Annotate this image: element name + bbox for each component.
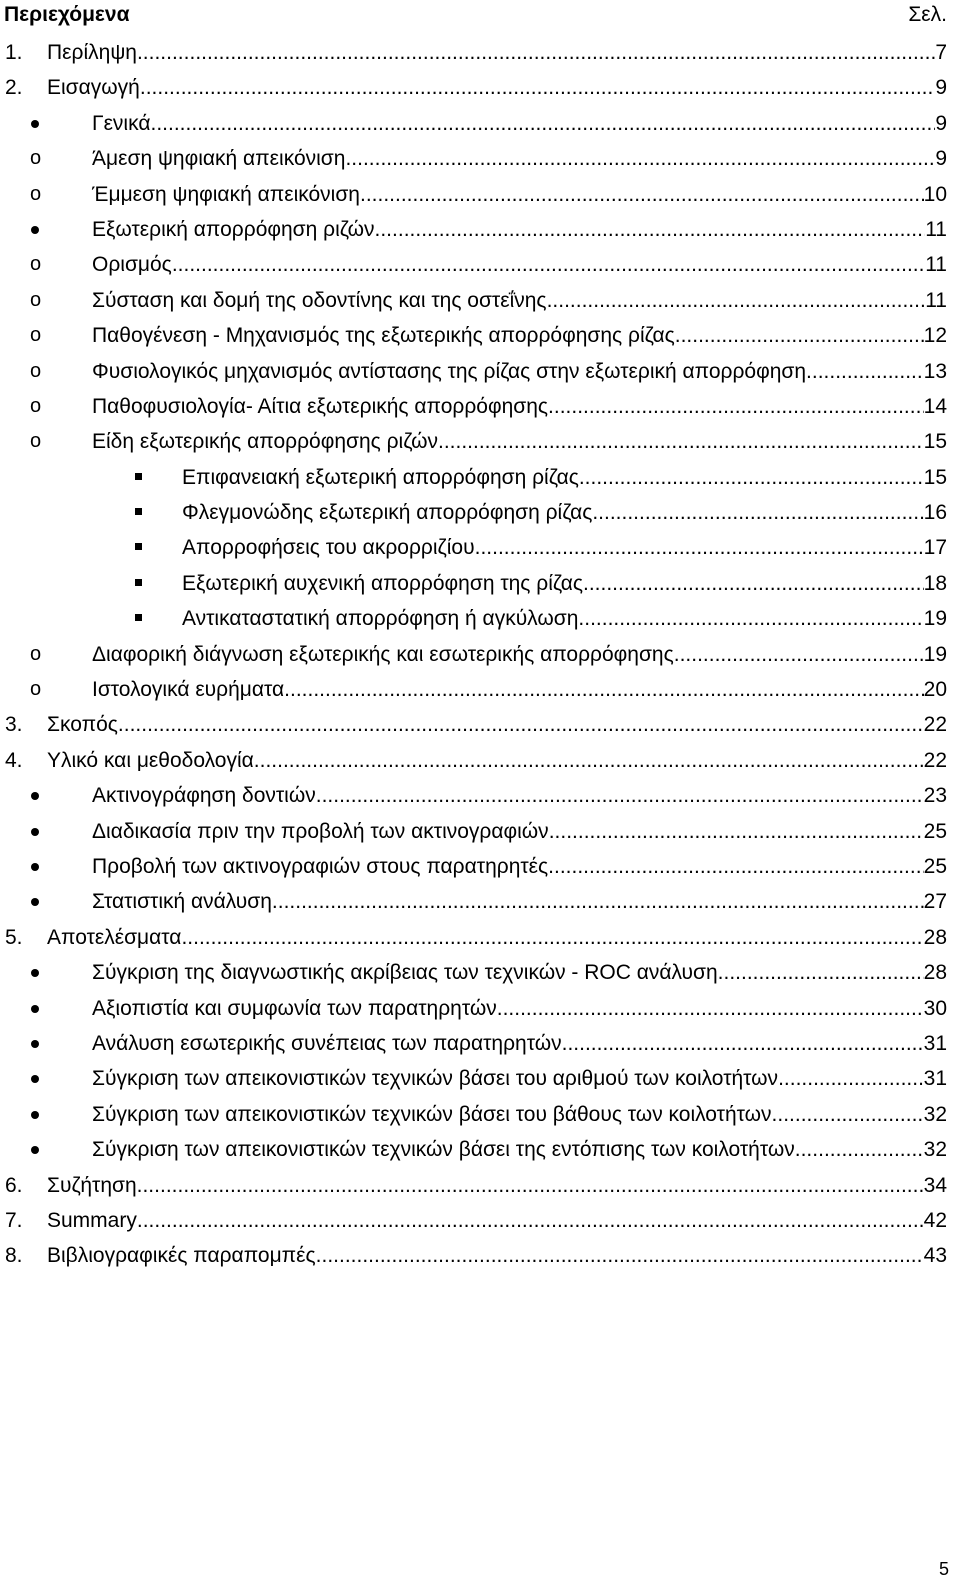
- toc-entry-page: 16: [923, 501, 947, 525]
- toc-entry-page: 12: [923, 324, 947, 348]
- toc-entry-line: [92, 778, 947, 813]
- toc-entry[interactable]: [0, 637, 960, 672]
- toc-entry-label: Στατιστική ανάλυση: [92, 890, 272, 914]
- toc-entry-page: 15: [923, 465, 947, 489]
- dot-leader: [562, 1026, 924, 1061]
- dot-leader: [284, 672, 923, 707]
- toc-entry-line: [92, 1132, 947, 1167]
- toc-entry-line: [92, 1097, 947, 1132]
- toc-entry-page: 22: [923, 748, 947, 772]
- toc-entry[interactable]: [0, 707, 960, 742]
- toc-entry-label: Ανάλυση εσωτερικής συνέπειας των παρατηρητών: [92, 1031, 562, 1055]
- dot-leader: [375, 212, 926, 247]
- toc-entry-label: Φλεγμονώδης εξωτερική απορρόφηση ρίζας: [182, 501, 593, 525]
- toc-entry-page: 25: [923, 819, 947, 843]
- toc-list: [0, 35, 960, 1274]
- toc-entry-page: 27: [923, 890, 947, 914]
- toc-entry-label: Αξιοπιστία και συμφωνία των παρατηρητών: [92, 996, 497, 1020]
- toc-entry[interactable]: [0, 530, 960, 565]
- toc-entry-line: [92, 212, 947, 247]
- toc-entry-label: Περίληψη: [47, 41, 137, 64]
- dot-leader: [674, 637, 924, 672]
- toc-entry[interactable]: [0, 424, 960, 459]
- toc-entry[interactable]: [0, 814, 960, 849]
- toc-entry-line: [92, 991, 947, 1026]
- toc-entry-label: Βιβλιογραφικές παραπομπές: [47, 1244, 316, 1268]
- toc-entry-page: 22: [923, 713, 947, 737]
- toc-entry-line: [92, 247, 947, 282]
- toc-entry-line: [182, 566, 947, 601]
- toc-entry[interactable]: [0, 1097, 960, 1132]
- section-number: 8.: [5, 1244, 23, 1268]
- toc-entry[interactable]: [0, 460, 960, 495]
- toc-entry-label: Έμμεση ψηφιακή απεικόνιση: [92, 182, 360, 206]
- toc-entry-page: 15: [923, 430, 947, 454]
- toc-entry-line: [47, 707, 947, 742]
- dot-leader: [549, 814, 924, 849]
- toc-entry-line: [92, 1061, 947, 1096]
- toc-entry-label: Επιφανειακή εξωτερική απορρόφηση ρίζας: [182, 465, 579, 489]
- toc-entry-label: Εξωτερική απορρόφηση ριζών: [92, 217, 375, 241]
- toc-entry[interactable]: [0, 212, 960, 247]
- toc-entry-page: 32: [923, 1102, 947, 1126]
- toc-entry-line: [47, 1168, 947, 1203]
- toc-entry-label: Αποτελέσματα: [47, 925, 182, 949]
- toc-entry-label: Διαφορική διάγνωση εξωτερικής και εσωτερικής απορρόφησης: [92, 642, 674, 666]
- section-number: 2.: [5, 76, 23, 100]
- toc-entry-label: Εξωτερική αυχενική απορρόφηση της ρίζας: [182, 571, 583, 595]
- toc-entry-page: 30: [923, 996, 947, 1020]
- toc-entry-page: 28: [923, 925, 947, 949]
- toc-entry-line: [92, 106, 947, 141]
- toc-entry-label: Ιστολογικά ευρήματα: [92, 678, 285, 702]
- toc-entry[interactable]: [0, 1061, 960, 1096]
- toc-entry-label: Φυσιολογικός μηχανισμός αντίστασης της ρίζας στην εξωτερική απορρόφηση.: [92, 359, 812, 383]
- toc-entry-line: [92, 814, 947, 849]
- circle-bullet-icon: o: [30, 359, 42, 382]
- dot-leader: [140, 70, 935, 105]
- circle-bullet-icon: o: [30, 430, 42, 453]
- toc-title: Περιεχόμενα: [4, 3, 130, 26]
- circle-bullet-icon: o: [30, 678, 42, 701]
- dot-leader: [272, 884, 924, 919]
- dot-leader: [547, 283, 926, 318]
- toc-entry[interactable]: [0, 566, 960, 601]
- toc-entry-page: 9: [935, 76, 947, 100]
- toc-entry-line: [92, 354, 947, 389]
- toc-entry[interactable]: [0, 955, 960, 990]
- toc-entry-line: [47, 920, 947, 955]
- toc-entry-page: 25: [923, 854, 947, 878]
- toc-entry-label: Γενικά: [92, 111, 151, 135]
- toc-entry-page: 11: [925, 253, 947, 277]
- toc-entry-line: [182, 601, 947, 636]
- toc-entry-line: [47, 743, 947, 778]
- toc-entry-line: [92, 672, 947, 707]
- toc-entry[interactable]: [0, 1203, 960, 1238]
- toc-entry-label: Σύγκριση των απεικονιστικών τεχνικών βάσει του αριθμού των κοιλοτήτων: [92, 1067, 779, 1091]
- toc-entry-line: [92, 849, 947, 884]
- toc-entry[interactable]: [0, 389, 960, 424]
- toc-entry-line: [92, 955, 947, 990]
- toc-entry-page: 9: [935, 147, 947, 171]
- toc-entry[interactable]: [0, 354, 960, 389]
- dot-leader: [345, 141, 935, 176]
- toc-entry-label: Απορροφήσεις του ακρορριζίου: [182, 536, 475, 560]
- dot-leader: [812, 354, 924, 389]
- toc-entry-label: Αντικαταστατική απορρόφηση ή αγκύλωση: [182, 607, 579, 631]
- toc-entry[interactable]: [0, 1132, 960, 1167]
- section-number: 3.: [5, 713, 23, 737]
- toc-entry-page: 14: [923, 394, 947, 418]
- section-number: 1.: [5, 41, 23, 64]
- toc-entry-page: 19: [923, 607, 947, 631]
- toc-entry-label: Συζήτηση: [47, 1173, 137, 1197]
- toc-entry[interactable]: [0, 106, 960, 141]
- toc-entry-label: Ακτινογράφηση δοντιών: [92, 784, 316, 808]
- toc-entry-line: [92, 389, 947, 424]
- toc-entry-label: Παθοφυσιολογία- Αίτια εξωτερικής απορρόφησης: [92, 394, 549, 418]
- toc-entry-label: Διαδικασία πριν την προβολή των ακτινογραφιών: [92, 819, 549, 843]
- dot-leader: [150, 106, 935, 141]
- toc-entry[interactable]: [0, 35, 960, 70]
- dot-leader: [497, 991, 924, 1026]
- toc-entry[interactable]: [0, 849, 960, 884]
- toc-entry-line: [92, 283, 947, 318]
- toc-entry[interactable]: [0, 743, 960, 778]
- toc-entry-page: 7: [935, 41, 947, 64]
- toc-entry-page: 34: [923, 1173, 947, 1197]
- toc-entry[interactable]: [0, 141, 960, 176]
- toc-entry-label: Σύσταση και δομή της οδοντίνης και της οστεΐνης: [92, 288, 547, 312]
- toc-entry-page: 11: [925, 288, 947, 312]
- toc-entry-page: 43: [923, 1244, 947, 1268]
- toc-entry[interactable]: [0, 318, 960, 353]
- toc-entry[interactable]: [0, 884, 960, 919]
- toc-entry-line: [92, 1026, 947, 1061]
- dot-leader: [254, 743, 924, 778]
- section-number: 6.: [5, 1173, 23, 1197]
- toc-entry-page: 20: [923, 678, 947, 702]
- toc-entry[interactable]: [0, 247, 960, 282]
- dot-leader: [137, 1203, 924, 1238]
- toc-entry-label: Σκοπός: [47, 713, 118, 737]
- toc-entry-page: 31: [923, 1067, 947, 1091]
- toc-entry[interactable]: [0, 1238, 960, 1273]
- toc-entry-label: Είδη εξωτερικής απορρόφησης ριζών: [92, 430, 438, 454]
- section-number: 4.: [5, 748, 23, 772]
- dot-leader: [137, 1168, 924, 1203]
- dot-leader: [579, 460, 924, 495]
- toc-entry-label: Σύγκριση των απεικονιστικών τεχνικών βάσει του βάθους των κοιλοτήτων: [92, 1102, 772, 1126]
- dot-leader: [316, 1238, 924, 1273]
- dot-leader: [137, 35, 935, 70]
- toc-entry[interactable]: [0, 283, 960, 318]
- dot-leader: [475, 530, 924, 565]
- toc-entry-label: Παθογένεση - Μηχανισμός της εξωτερικής απορρόφησης ρίζας: [92, 324, 675, 348]
- toc-entry-page: 9: [935, 111, 947, 135]
- circle-bullet-icon: o: [30, 324, 42, 347]
- dot-leader: [795, 1132, 924, 1167]
- circle-bullet-icon: o: [30, 147, 42, 170]
- toc-entry[interactable]: [0, 1168, 960, 1203]
- toc-entry-page: 17: [923, 536, 947, 560]
- toc-entry-line: [92, 424, 947, 459]
- section-number: 5.: [5, 925, 23, 949]
- toc-entry-page: 19: [923, 642, 947, 666]
- dot-leader: [675, 318, 924, 353]
- toc-entry-line: [182, 530, 947, 565]
- toc-entry-label: Σύγκριση των απεικονιστικών τεχνικών βάσει της εντόπισης των κοιλοτήτων: [92, 1138, 795, 1162]
- toc-entry-line: [182, 495, 947, 530]
- circle-bullet-icon: o: [30, 394, 42, 417]
- toc-entry-line: [47, 1203, 947, 1238]
- dot-leader: [548, 389, 924, 424]
- toc-entry-line: [47, 35, 947, 70]
- toc-entry-line: [92, 637, 947, 672]
- dot-leader: [181, 920, 923, 955]
- toc-entry-line: [92, 884, 947, 919]
- dot-leader: [438, 424, 924, 459]
- toc-entry-label: Εισαγωγή: [47, 76, 140, 100]
- toc-entry[interactable]: [0, 778, 960, 813]
- toc-entry-page: 23: [923, 784, 947, 808]
- toc-entry-page: 13: [923, 359, 947, 383]
- toc-entry[interactable]: [0, 177, 960, 212]
- toc-entry-label: Ορισμός: [92, 253, 172, 277]
- toc-entry-line: [92, 141, 947, 176]
- toc-entry-label: Άμεση ψηφιακή απεικόνιση: [92, 147, 346, 171]
- dot-leader: [578, 601, 923, 636]
- toc-entry-line: [47, 70, 947, 105]
- toc-entry[interactable]: [0, 495, 960, 530]
- page-number: 5: [938, 1559, 949, 1579]
- toc-entry-line: [47, 1238, 947, 1273]
- dot-leader: [772, 1097, 924, 1132]
- toc-entry[interactable]: [0, 920, 960, 955]
- toc-entry-label: Σύγκριση της διαγνωστικής ακρίβειας των τεχνικών - ROC ανάλυση: [92, 961, 718, 985]
- dot-leader: [316, 778, 924, 813]
- dot-leader: [592, 495, 923, 530]
- toc-entry-page: 11: [925, 217, 947, 241]
- circle-bullet-icon: o: [30, 253, 42, 276]
- circle-bullet-icon: o: [30, 642, 42, 665]
- toc-entry-page: 18: [923, 571, 947, 595]
- section-number: 7.: [5, 1208, 23, 1232]
- toc-entry[interactable]: [0, 672, 960, 707]
- toc-entry-line: [182, 460, 947, 495]
- circle-bullet-icon: o: [30, 182, 42, 205]
- toc-entry-label: Summary: [47, 1208, 137, 1232]
- toc-entry[interactable]: [0, 1026, 960, 1061]
- toc-entry-line: [92, 318, 947, 353]
- toc-entry-page: 10: [923, 182, 947, 206]
- toc-header: [4, 0, 947, 30]
- dot-leader: [360, 177, 924, 212]
- dot-leader: [718, 955, 924, 990]
- circle-bullet-icon: o: [30, 288, 42, 311]
- toc-entry-page: 32: [923, 1138, 947, 1162]
- toc-entry[interactable]: [0, 991, 960, 1026]
- page-column-label: Σελ.: [908, 3, 947, 26]
- toc-entry-page: 31: [923, 1031, 947, 1055]
- toc-entry-page: 28: [923, 961, 947, 985]
- toc-entry-line: [92, 177, 947, 212]
- dot-leader: [172, 247, 925, 282]
- toc-entry-label: Υλικό και μεθοδολογία: [47, 748, 254, 772]
- toc-entry-label: Προβολή των ακτινογραφιών στους παρατηρητές: [92, 854, 549, 878]
- toc-entry-page: 42: [923, 1208, 947, 1232]
- dot-leader: [548, 849, 923, 884]
- toc-entry[interactable]: [0, 70, 960, 105]
- dot-leader: [778, 1061, 924, 1096]
- toc-entry[interactable]: [0, 601, 960, 636]
- dot-leader: [118, 707, 924, 742]
- dot-leader: [583, 566, 924, 601]
